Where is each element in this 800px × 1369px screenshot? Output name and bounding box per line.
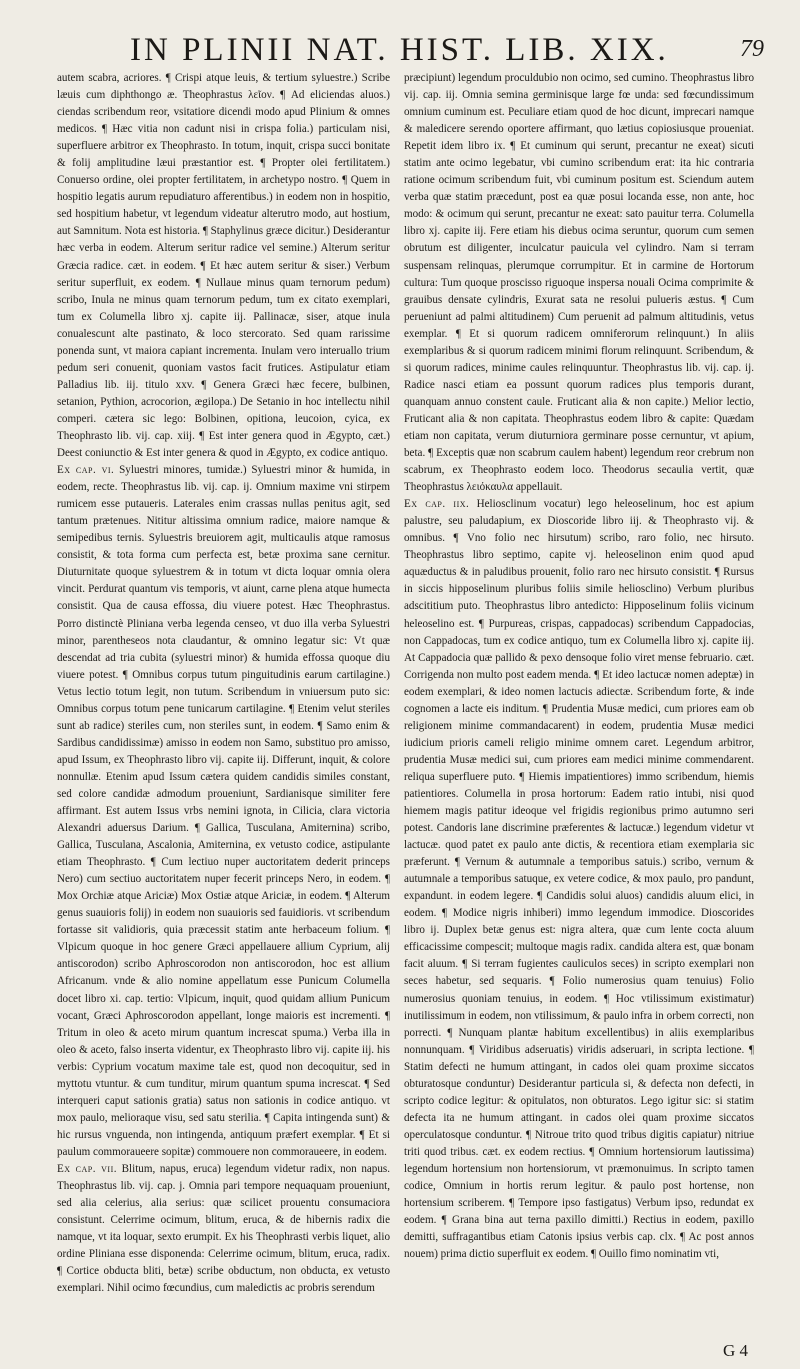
page-number: 79 — [740, 36, 764, 62]
paragraph-text: Blitum, napus, eruca) legendum videtur radix, non napus. Theophrastus lib. vij. cap. j. Omnia pari tempore nequaquam proueniunt, sed alia celerius, alia serius: quæ scilicet prouentu consumaciora consistunt. Celerrime ocimum, blitum, eruca, & de hibernis radix die namque, vt ita loquar, sexto erumpit. Ex his Theophrasti verbis liquet, alio ordine Pliniana esse disponenda: Celerrime ocimum, blitum, eruca, radix. ¶ Cortice obducta bliti, betæ) scribe obductum, non obducta, ex vetusto exemplari. Nihil ocimo fœcundius, cum maledictis ac probris serendum — [57, 1163, 390, 1295]
left-column — [57, 70, 390, 1344]
page-header — [0, 28, 800, 68]
paragraph: autem scabra, acriores. ¶ Crispi atque leuis, & tertium syluestre.) Scribe læuis cum diphthongo æ. Theophrastus λεῖον. ¶ Ad eliciendas aluos.) ciendas scribendum reor, vsitatiore dicendi modo apud Plinium & omnes medicos. ¶ Hæc vitia non cadunt nisi in crispa folia.) particulam nisi, superfluere arbitror ex Theophrasto. In totum, inquit, crispa succi bonitate & folij amplitudine læui præstantior est. ¶ Propter olei fertilitatem.) Conuerso ordine, olei propter fertilitatem, in archetypo nostro. ¶ Quem in hospitio legatis aurum repudiaturo afferentibus.) in eodem non in hospitio, sed hospitium habetur, vt legendum videatur alterutro modo, aut hostium, aut Samnitum. Nota est historia. ¶ Staphylinus græce dicitur.) Desiderantur hæc verba in eodem. Alterum seritur radice vel semine.) Alterum seritur Græcia radice. cæt. in eodem. ¶ Et hæc autem seritur & siser.) Verbum seritur superfluit, ex eodem. ¶ Nullaue minus quam ternorum pedum) scribo, Inula ne minus quam ternorum pedum, tum ex citato exemplari, tum ex Columella libro xj. capite iij. Pallinacæ, siser, atque inula conualescunt alte pastinato, & loco stercorato. Sed quam rarissime ponenda sunt, vt maiora capiant incrementa. Inulam vero interuallo trium pedum seri conuenit, quoniam vastos facit frutices. Astipulatur etiam Palladius lib. iij. titulo xxv. ¶ Genera Græci hæc fecere, bulbinen, setanion, Pythion, acrocorion, ægilopa.) De Setanio in hoc intellectu nihil comperi. cætera sic lego: Bolbinen, opitiona, leucoion, cyica, ex Theophrasto lib. vij. cap. xiij. ¶ Est inter genera quod in Ægypto, cæt.) Deest coniunctio & Est inter genera & quod in Ægypto, ex codice antiquo. — [57, 72, 390, 460]
running-title: IN PLINII NAT. HIST. LIB. XIX. — [130, 32, 669, 68]
signature-mark: G 4 — [722, 1341, 748, 1360]
section-paragraph — [57, 1161, 390, 1297]
section-paragraph — [404, 496, 754, 1263]
section-heading: Ex cap. vii. — [57, 1163, 118, 1175]
section-heading: Ex cap. vi. — [57, 464, 115, 477]
section-heading: Ex cap. iix. — [404, 498, 470, 511]
right-column — [404, 70, 754, 1344]
paragraph-text: Syluestri minores, tumidæ.) Syluestri minor & humida, in eodem, recte. Theophrastus lib. vij. cap. ij. Omnium maxime vni stirpem rumicem esse putaueris. Laterales enim crassas nullas penitus agit, sed tantum prætenues. Nititur altissima omnium radice, maiore namque & semipedibus ternis. Syluestris breuiorem agit, multicaulis atque ramosus consistit, & tota forma cum perfecta est, betæ proxima sane cernitur. Diuturnitate quoque syluestrem & in totum vt dicta loquar omnia olera vincit. Perdurat quantum vis temporis, vt aiunt, carne plena atque humecta consistit. Qua de causa effossa, diu viuere potest. Hæc Theophrastus. Porro distinctè Pliniana verba legenda censeo, vt duo illa verba Syluestri minor, parentheseos nota claudantur, & omnino legatur sic: Vt quæ descendat ad tria cubita (syluestri minor) & humida effossa quoque diu viuere potest. ¶ Omnibus corpus tutum pinguitudinis earum cartilagine.) Vetus lectio totum legit, non tutum. Scribendum in vniuersum puto sic: Omnibus corpus totum pene tunicarum cartilagine. ¶ Etenim velut steriles sunt ab radice) steriles cum, non steriles sunt, in eodem. ¶ Samo enim & Sardibus candidissimæ) amisso in eodem non Samo, substituo pro amisso, apud Issum, ex Theophrasto libro vij. capite iij. Differunt, inquit, & colore nonnullæ. Etenim apud Issum cætera quidem candidis similes constant, sed colore candidæ admodum proueniunt, Sardianisque similiter fere affirmant. Est autem Issus vrbs nemini ignota, in Cilicia, clara victoria Alexandri aduersus Darium. ¶ Gallica, Tusculana, Amiternina) scribo, Gallica, Tusculana, Ascalonia, Amiternina, ex vetusto codice, astipulante etiam Theophrasto. ¶ Cum lectiuo nuper auctoritatem dederit princeps Nero) cum sectiuo auctoritatem nuper fecerit princeps Nero, in eodem. ¶ Mox Orchiæ atque Ariciæ) Mox Ostiæ atque Ariciæ, in eodem. ¶ Alterum genus suauioris folij) in eodem non suauioris sed fauidioris. vt scribendum fortasse sit validioris, quia præcessit statim ante herbaceum folium. ¶ Vlpicum quoque in hoc genere Græci appellauere allium Cyprium, alij antiscorodon) scribo Aphroscorodon non antiscorodon, hoc est allium Africanum. vnde & alio nomine appellatum esse Punicum Columella docet libro xi. cap. tertio: Vlpicum, inquit, quod quidam allium Punicum vocant, Græci Aphroscorodon appellant, longe maioris est incrementi. ¶ Tritum in oleo & aceto mirum quantum increscat spuma.) Verba illa in oleo & aceto, falso inserta videntur, ex Theophrasto libro vij. capite iij. his verbis: Cyprium vocatum maxime tale est, quod non decoquitur, sed in myttotu vtuntur. & cum tunditur, mirum quantum spuma increscat. ¶ Sed interqueri caput sationis gratia) satus non sationis in codice antiquo. vt mox paulo, melioraque visu, sed satu sterilia. ¶ Capita intingenda sunt) & hic rursus vnguenda, non intingenda, antiquum præfert exemplar. ¶ Et si paulum commoraueere sopitæ) commouere non commoraueere, in eodem. — [57, 464, 390, 1158]
paragraph-text: Heliosclinum vocatur) lego heleoselinum, hoc est apium palustre, seu paludapium, ex Dioscoride libro iij. & Theophrasto vij. & omnibus. ¶ Vno folio nec hirsutum) scribo, raro folio, nec hirsuto. Theophrastus libro septimo, capite vj. heleoselinon enim quod apud aquæductus & in paludibus prouenit, folio raro nec hirsuto consistit. ¶ Rursus in siccis hipposelinum pluribus foliis simile heliosclino) Verbum pluribus adscititium puto. Theophrastus libro antedicto: Hipposelinum foliis vicinum heleoselino est. ¶ Purpureas, crispas, cappadocas) scribendum Cappadocias, non Cappadocas, tum ex codice antiquo, tum ex Columella libro xj. capite iij. At Cappadocia quæ pallido & pexo densoque folio viret mense februario. cæt. Corrigenda non multo post eadem menda. ¶ Et ideo lactucæ nomen adeptæ) in eodem exemplari, & ideo nomen lactucis adiectæ. Scribendum forte, & inde cognomen a lacte eis inditum. ¶ Prudentia Musæ medici, cum priores eam ob religionem minime commandacarent) in eodem, prudentia Musæ medici iudicium prioris cameli religio minime omnem caret. Legendum arbitror, prudentia Musæ medici sui, cum priores eam medici minime commendarent. reliqua superfluere puto. ¶ Hiemis impatientiores) immo scribendum, hiemis patientiores. Columella in prosa hortorum: Eadem ratio intubi, nisi quod hiemem magis patitur ideoque vel frigidis regionibus primo autumno seri potest. Candoris lane discrimine præferentes & lactucæ.) legendum videtur vt lactucæ. quod patet ex paulo ante dictis, & recentiora etiam exemplaria sic præferunt. ¶ Vernum & autumnale a temporibus satuis.) scribo, vernum & autumnale a temporibus satuque, ex vetere codice, & mox paulo, pro pandunt, expandunt. in eodem legere. ¶ Candidis solui aluos) candidis aluum elici, in eodem. ¶ Modice nigris inhiberi) immo legendum immodice. Dioscorides libro ij. Duplex betæ genus est: nigra altera, quæ cum lente cocta aluum efficacissime compescit; multoque magis radix. candida altera est, quæ bonam facit aluum. ¶ Si terram fugientes cauliculos seces) in scripto exemplari non seces habetur, sed sequaris. ¶ Folio numerosius quam tenuius) Folio numerosius quoniam tenuius, in eodem. ¶ Hoc vtilissimum existimatur) inutilissimum in eodem, non vtilissimum, & paulo infra in orbem correcti, non porrecti. ¶ Nunquam plantæ habitum excellentibus) in aliis exemplaribus nonnunquam. ¶ Viridibus adseruatis) viridis adseruari, in scripta lectione. ¶ Statim defecti ne humum attingant, in cados olei quam proxime siccatos obturatosque conduntur) Desiderantur particula si, & defecta non defecti, in scripto codice legitur: & opitulatos, non obturatos. Lego igitur sic: si statim defecta ita ne humum attingant. in cados olei quam proxime siccatos operculatosque conduntur. ¶ Nitroue trito quod tribus digitis capiatur) nitriue triti quod tribus. cæt. ex eodem rectius. ¶ Omnium hortensiorum lautissima) legendum hortensium non hortensiorum, vt præmonuimus. In scripto tamen codice, Omnium in hortis rerum legitur. & paulo post hortense, non hortensium scriberem. ¶ Tempore ipso fastigatus) Verbum ipso, redundat ex eodem. ¶ Grana bina aut terna paxillo dimitti.) Rectius in eodem, paxillo demitti, suffragantibus etiam Catonis ipsius verbis cap. clx. ¶ Ac post annos nouem) prima dictio superfluit ex eodem. ¶ Ouillo fimo nominatim vti, — [404, 498, 754, 1261]
section-paragraph — [57, 462, 390, 1161]
paragraph: præcipiunt) legendum proculdubio non ocimo, sed cumino. Theophrastus libro vij. cap. iij. Omnia semina germinisque large fœ unda: sed fœcundissimum omnium cuminum est. Peculiare etiam quod de hoc dicunt, imprecari namque & maledicere serendo oportere affirmant, quo lætius copiosiusque proueniat. Repetit idem libro ix. ¶ Et cuminum qui serunt, precantur ne exeat) sicuti statim ante ocimo legebatur, vbi cumino scribendum erat: ita hic contraria ratione ocimum scribendum fuit, vbi cuminum positum est. Sciendum autem verba quæ statim præcedunt, post ea quæ posui locanda esse, non ante, hoc modo: & ocimum qui serunt, precantur ne exeat: sato pauitur terra. Columella libro xj. capite iij. Fere etiam his diebus ocima seruntur, quorum cum semen obrutum est diligenter, inculcatur pauicula vel cylindro. Nam si terram suspensam relinquas, plerumque corrumpitur. Et in carmine de Hortorum cultura: Tum quoque proscisso riguoque inspersa nouali Ocima comprimite & grauibus densate cylindris, Exurat sata ne resolui pulueris æstus. ¶ Cum perueniunt ad palmi altitudinem) Cum peruenit ad palmum altitudinis, vetus exemplar. ¶ Et si quorum radicem omniferorum relinquunt.) In aliis exemplaribus & si quorum radicem minimi florum relinquunt. Scribendum, & si quorum radices, minime caules relinquuntur. Theophrastus lib. vij. cap. ij. Radice nasci etiam ea possunt quorum radices plus temporis durant, quanquam annuo constent caule. Fruticant alia & non capite.) Melior lectio, Fruticant alia & non capitata. Theophrastus eodem libro & capite: Quædam etiam non capitata, verum diuturniora germinare posse cernuntur, vt apium, beta. ¶ Exceptis quæ non scabrum caulem habent) legendum reor crebrum non scabrum, ex Theophrasto eodem loco. Theodorus secaulia vertit, quæ Theophrastus λειόκαυλα appellauit. — [404, 72, 754, 494]
